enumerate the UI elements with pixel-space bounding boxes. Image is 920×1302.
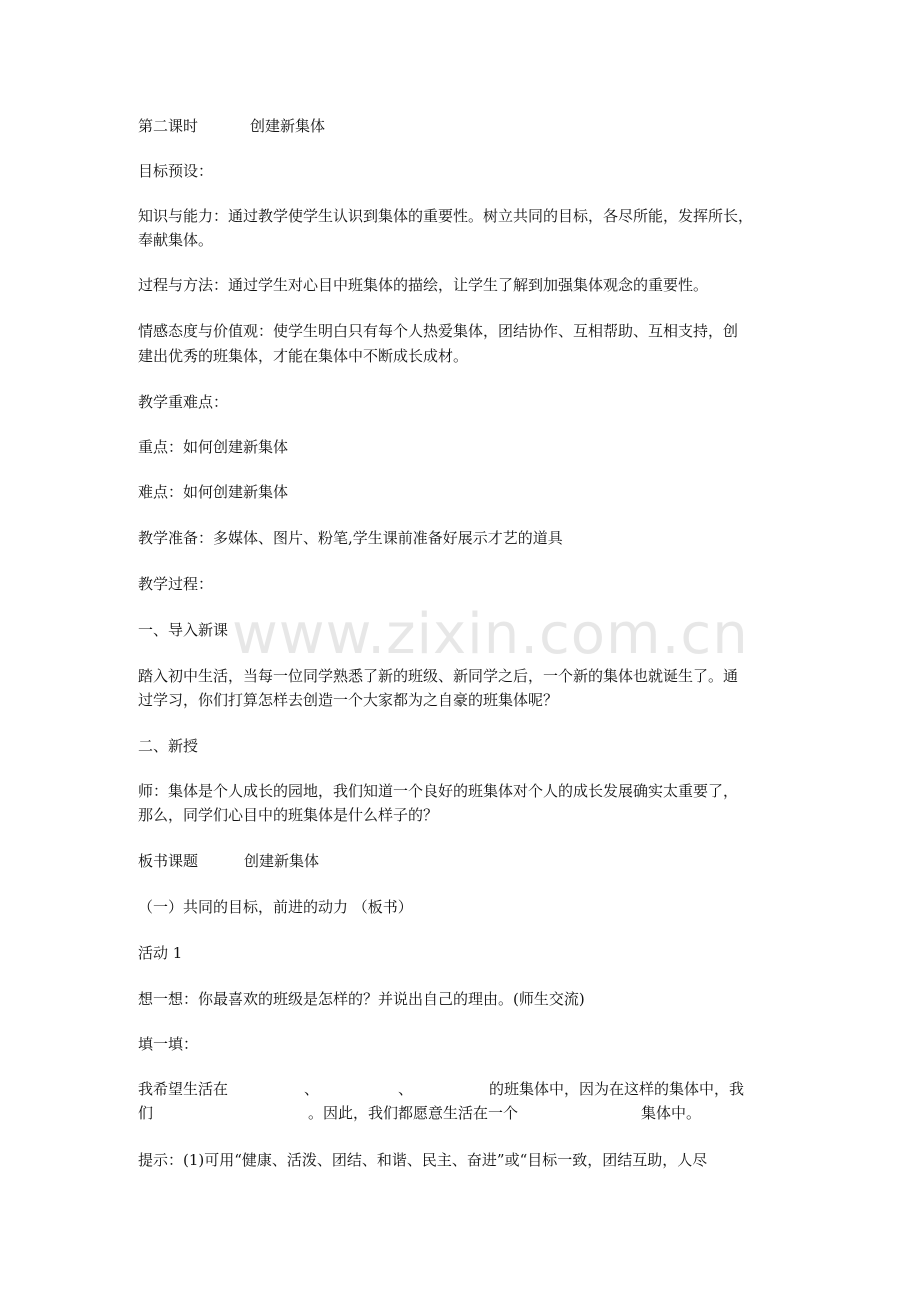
- teacher-line-2: 那么，同学们心目中的班集体是什么样子的？: [138, 806, 439, 824]
- fill-text-5: 集体中。: [641, 1104, 702, 1122]
- teacher-line-1: 师：集体是个人成长的园地，我们知道一个良好的班集体对个人的成长发展确实太重要了，: [138, 782, 739, 800]
- lesson-number: 第二课时: [138, 117, 199, 135]
- activity-label: 活动 1: [138, 944, 183, 962]
- fill-sep-1: 、: [304, 1080, 320, 1098]
- hint: 提示：(1)可用“健康、活泼、团结、和谐、民主、奋进”或“目标一致，团结互助，人尽: [138, 1151, 708, 1169]
- fill-text-2: 的班集体中，因为在这样的集体中，我: [489, 1080, 745, 1098]
- teaching-preparation: 教学准备：多媒体、图片、粉笔,学生课前准备好展示才艺的道具: [138, 529, 563, 547]
- fill-text-1: 我希望生活在: [138, 1080, 229, 1098]
- emotion-line-1: 情感态度与价值观：使学生明白只有每个人热爱集体，团结协作、互相帮助、互相支持，创: [138, 322, 739, 340]
- key-difficult-heading: 教学重难点：: [138, 393, 229, 411]
- lesson-topic: 创建新集体: [250, 117, 326, 135]
- watermark: www.zixin.com.cn: [232, 602, 749, 667]
- subheading-1: （一）共同的目标，前进的动力 （板书）: [138, 898, 413, 916]
- section-1-heading: 一、导入新课: [138, 621, 229, 639]
- fill-sep-2: 、: [398, 1080, 414, 1098]
- process-method: 过程与方法：通过学生对心目中班集体的描绘，让学生了解到加强集体观念的重要性。: [138, 276, 709, 294]
- board-title-topic: 创建新集体: [244, 852, 320, 870]
- intro-line-1: 踏入初中生活，当每一位同学熟悉了新的班级、新同学之后，一个新的集体也就诞生了。通: [138, 667, 739, 685]
- knowledge-line-2: 奉献集体。: [138, 231, 214, 249]
- difficult-point: 难点：如何创建新集体: [138, 483, 289, 501]
- emotion-line-2: 建出优秀的班集体，才能在集体中不断成长成材。: [138, 347, 469, 365]
- think-prompt: 想一想：你最喜欢的班级是怎样的？并说出自己的理由。(师生交流): [138, 990, 585, 1008]
- board-title: [138, 851, 788, 871]
- intro-line-2: 过学习，你们打算怎样去创造一个大家都为之自豪的班集体呢？: [138, 691, 559, 709]
- process-heading: 教学过程：: [138, 575, 214, 593]
- lesson-title: [138, 116, 788, 136]
- fill-line-2: [138, 1103, 788, 1123]
- board-title-label: 板书课题: [138, 852, 199, 870]
- key-point: 重点：如何创建新集体: [138, 438, 289, 456]
- fill-line-1: [138, 1079, 788, 1099]
- fill-text-3: 们: [138, 1104, 154, 1122]
- fill-text-4: 。因此，我们都愿意生活在一个: [308, 1104, 519, 1122]
- section-2-heading: 二、新授: [138, 737, 199, 755]
- fill-heading: 填一填：: [138, 1035, 199, 1053]
- goals-heading: 目标预设：: [138, 162, 214, 180]
- knowledge-line-1: 知识与能力：通过教学使学生认识到集体的重要性。树立共同的目标，各尽所能，发挥所长，: [138, 207, 754, 225]
